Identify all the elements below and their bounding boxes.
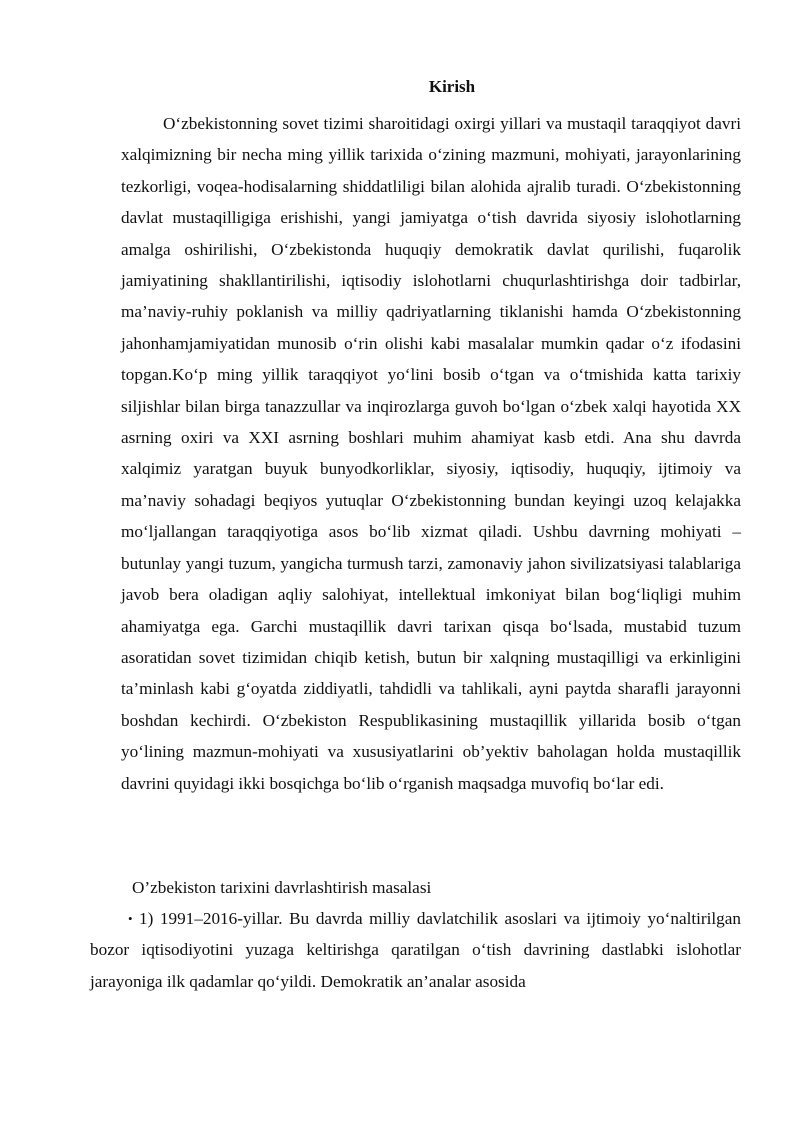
list-item	[90, 903, 741, 997]
intro-paragraph: O‘zbekistonning sovet tizimi sharoitidagi oxirgi yillari va mustaqil taraqqiyot davri xalqimizning bir necha ming yillik tarixida o‘zining mazmuni, mohiyati, jarayonlarining tezkorligi, voqea-hodisalarning shiddatliligi bilan alohida ajralib turadi. O‘zbekistonning davlat mustaqilligiga erishishi, yangi jamiyatga o‘tish davrida siyosiy islohotlarning amalga oshirilishi, O‘zbekistonda huquqiy demokratik davlat qurilishi, fuqarolik jamiyatining shakllantirilishi, iqtisodiy islohotlarni chuqurlashtirishga doir tadbirlar, ma’naviy-ruhiy poklanish va milliy qadriyatlarning tiklanishi hamda O‘zbekistonning jahonhamjamiyatidan munosib o‘rin olishi kabi masalalar mumkin qadar o‘z ifodasini topgan.Ko‘p ming yillik taraqqiyot yo‘lini bosib o‘tgan va o‘tmishida katta tarixiy siljishlar bilan birga tanazzullar va inqirozlarga guvoh bo‘lgan o‘zbek xalqi hayotida XX asrning oxiri va XXI asrning boshlari muhim ahamiyat kasb etdi. Ana shu davrda xalqimiz yaratgan buyuk bunyodkorliklar, siyosiy, iqtisodiy, huquqiy, ijtimoiy va ma’naviy sohadagi beqiyos yutuqlar O‘zbekistonning bundan keyingi uzoq kelajakka mo‘ljallangan taraqqiyotiga asos bo‘lib xizmat qiladi. Ushbu davrning mohiyati – butunlay yangi tuzum, yangicha turmush tarzi, zamonaviy jahon sivilizatsiyasi talablariga javob bera oladigan aqliy salohiyat, intellektual imkoniyat bilan bog‘liqligi muhim ahamiyatga ega. Garchi mustaqillik davri tarixan qisqa bo‘lsada, mustabid tuzum asoratidan sovet tizimidan chiqib ketish, butun bir xalqning mustaqilligi va erkinligini ta’minlash kabi g‘oyatda ziddiyatli, tahdidli va tahlikali, ayni paytda sharafli jarayonni boshdan kechirdi. O‘zbekiston Respublikasining mustaqillik yillarida bosib o‘tgan yo‘lining mazmun-mohiyati va xususiyatlarini ob’yektiv baholagan holda mustaqillik davrini quyidagi ikki bosqichga bo‘lib o‘rganish maqsadga muvofiq bo‘lar edi.	[121, 114, 741, 793]
section-subheading: O’zbekiston tarixini davrlashtirish masalasi	[132, 878, 432, 897]
list-item-text: 1) 1991–2016-yillar. Bu davrda milliy davlatchilik asoslari va ijtimoiy yo‘naltirilgan bozor iqtisodiyotini yuzaga keltirishga qaratilgan o‘tish davrining dastlabki islohotlar jarayoniga ilk qadamlar qo‘yildi. Demokratik an’analar asosida	[90, 909, 741, 991]
bullet-icon: •	[128, 911, 133, 926]
document-title: Kirish	[428, 77, 476, 96]
